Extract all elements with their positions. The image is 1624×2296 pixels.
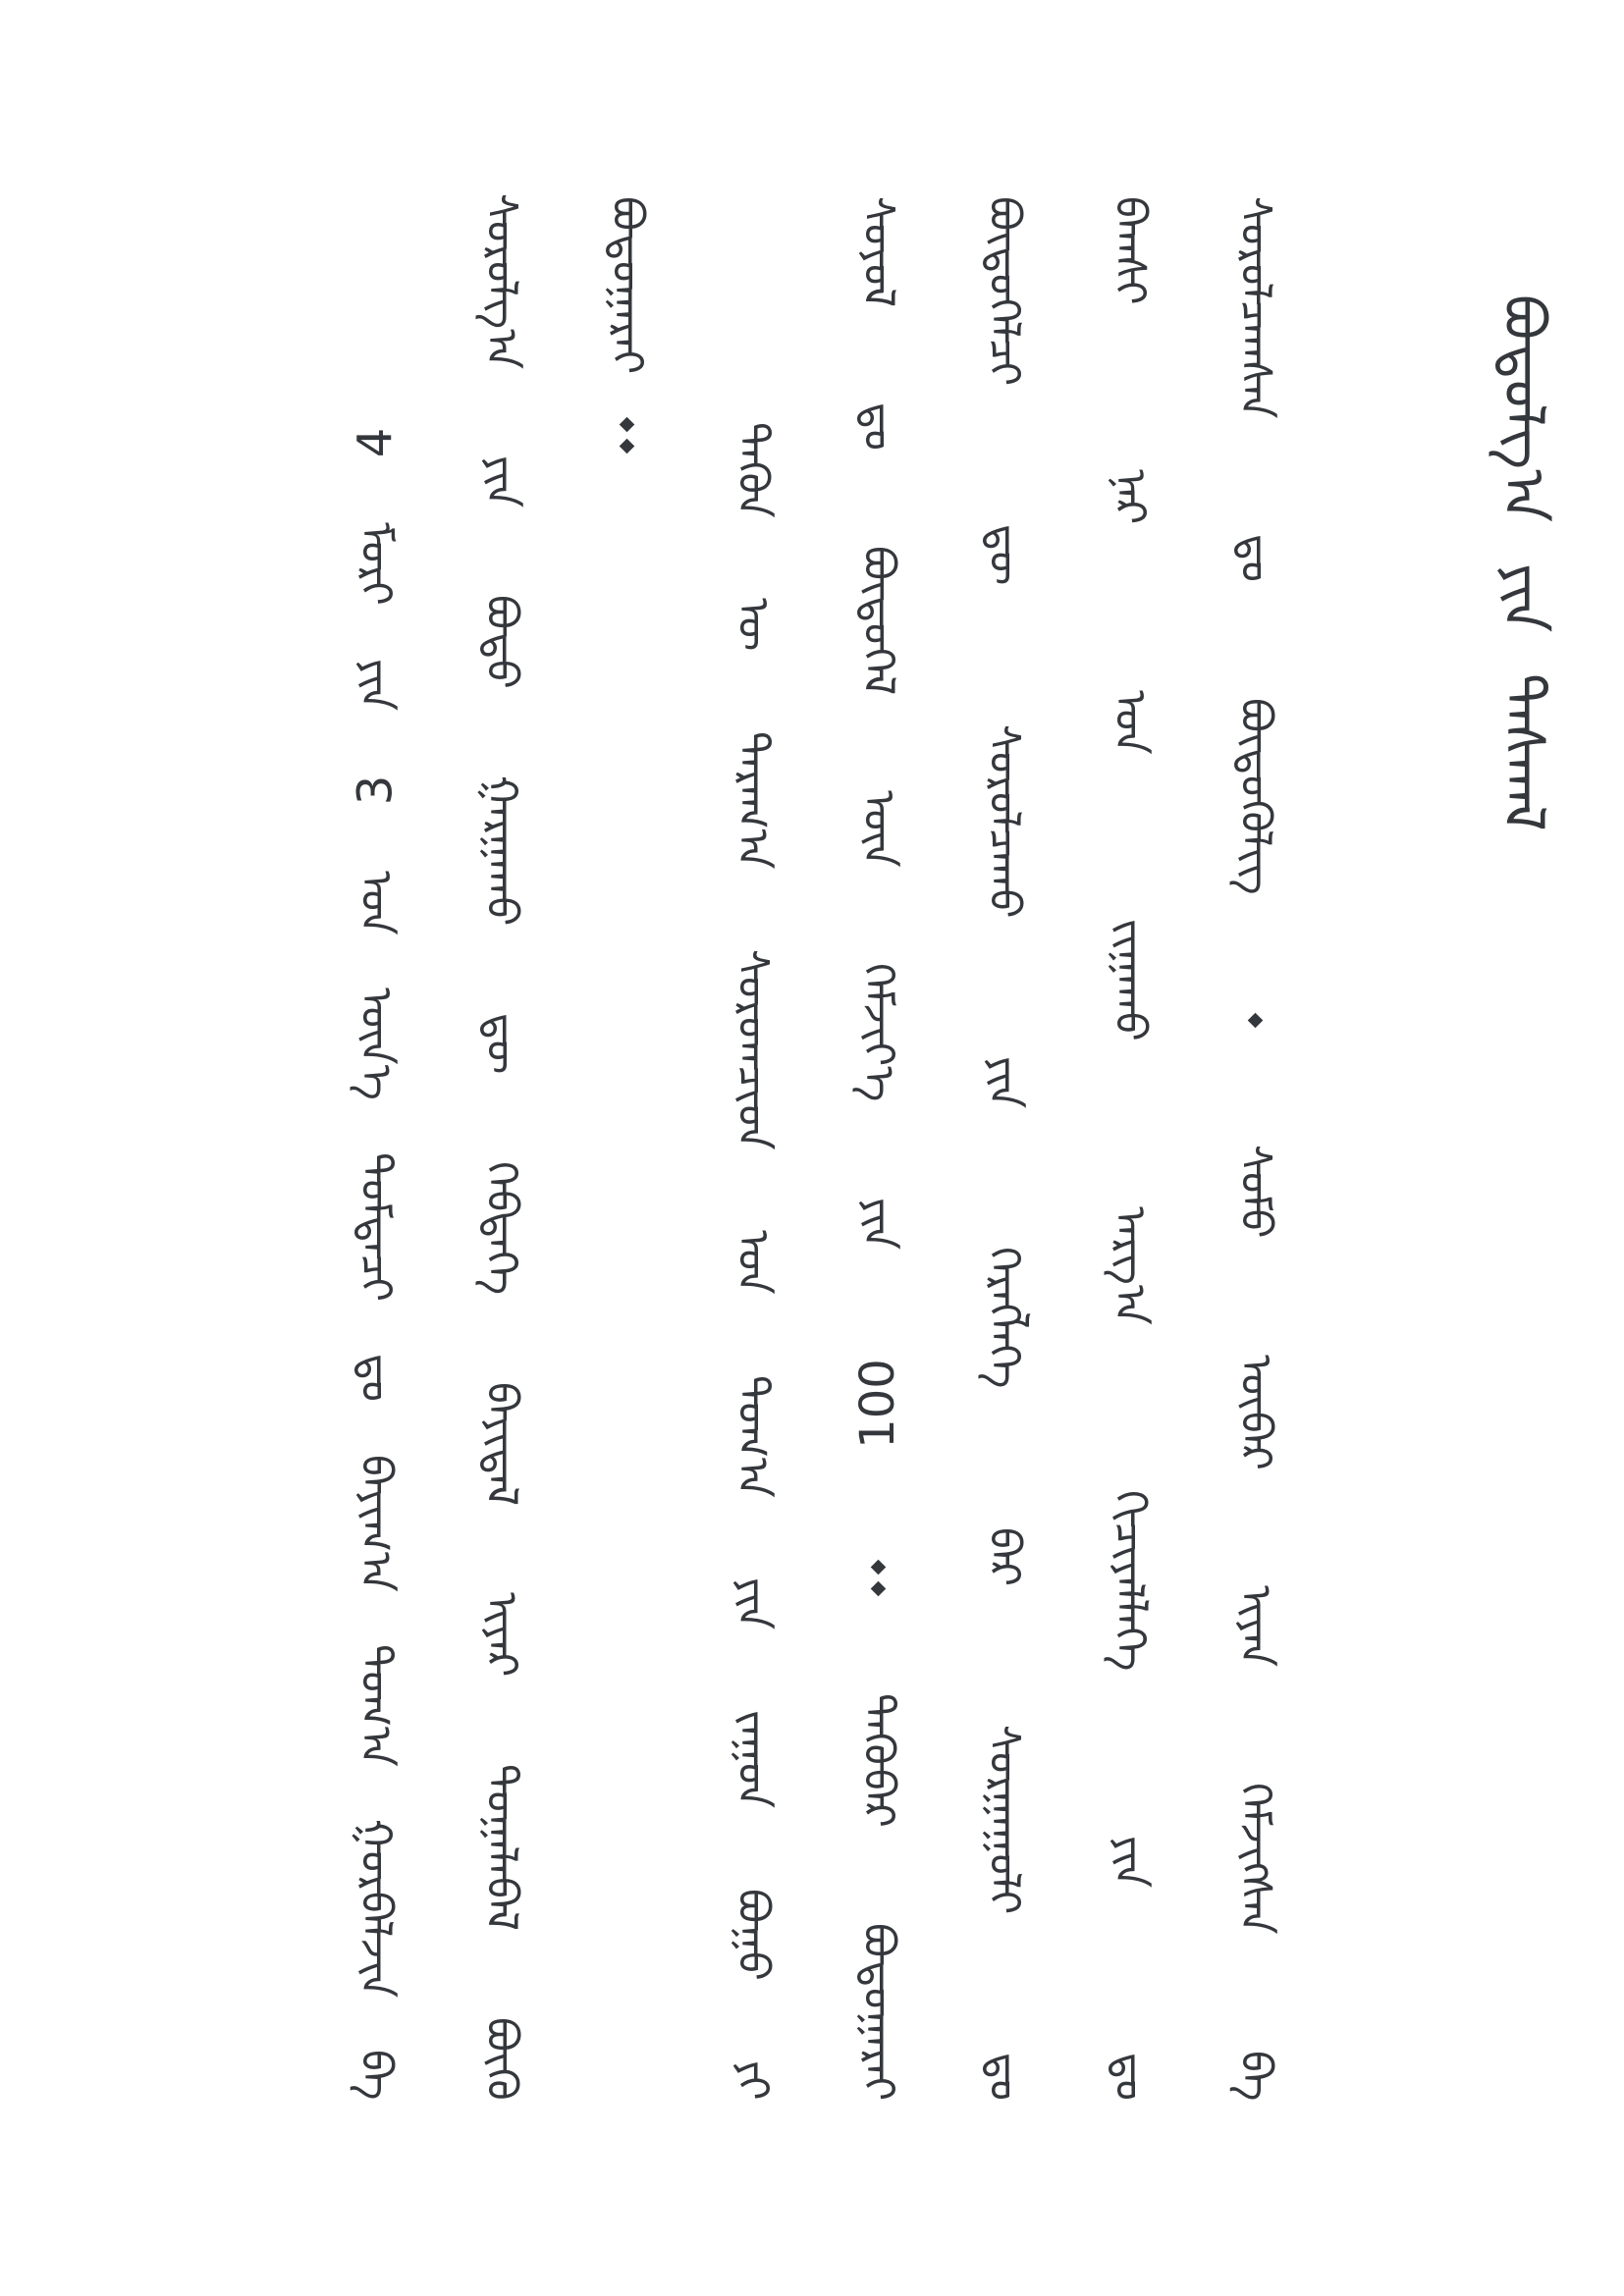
mongolian-word: ᠦᠨ bbox=[853, 790, 903, 869]
text-column-problem-2-line-5 bbox=[1206, 196, 1304, 2101]
mongolian-word: ᠮᠣᠷᠢ bbox=[351, 522, 401, 607]
mongolian-word: ᠪᠠᠭᠰᠢ bbox=[1105, 196, 1155, 305]
mongolian-word: ᠰᠤᠷᠤᠯᠴᠠᠬᠤ bbox=[979, 723, 1029, 919]
text-column-problem-2-line-3 bbox=[954, 196, 1053, 2101]
mongolian-word: ᠪᠣᠳᠣᠭᠠᠷᠠᠢ bbox=[602, 196, 652, 375]
mongolian-word: ᠦᠨ᠎ᠡ bbox=[351, 987, 401, 1100]
mongolian-word: ᠳᠦ bbox=[979, 524, 1029, 586]
mongolian-word: ᠪᠡᠷ bbox=[979, 1526, 1029, 1586]
mongolian-word: ᠬᠡᠮᠵᠢᠶ᠎ᠡ bbox=[853, 963, 903, 1102]
mongolian-word: ᠥᠪᠡᠷ bbox=[1230, 1354, 1280, 1470]
margin-heading-column bbox=[1475, 294, 1573, 831]
mongolian-word: ᠪᠣᠳᠣᠭᠠᠷᠠᠢ bbox=[853, 1922, 903, 2101]
text-column-problem-1-line-1 bbox=[326, 415, 424, 2101]
mongolian-word: ᠤᠨ bbox=[1105, 689, 1155, 755]
mongolian-word: ᠢᠶᠡᠨ bbox=[1230, 1585, 1280, 1668]
mongolian-word: ᠲᠣᠭ᠎ᠠ bbox=[351, 1643, 401, 1767]
mongolian-word: ᠨᠠᠷ bbox=[1105, 469, 1155, 525]
mongolian-word: ᠶᠢᠨ bbox=[853, 1197, 903, 1250]
mongolian-word: ᠢᠶᠠᠷ bbox=[476, 1592, 526, 1678]
mongolian-word: ᠦ bbox=[728, 598, 778, 652]
mongolian-word: ᠳᠤᠮᠳᠠᠴᠢ bbox=[351, 1151, 401, 1302]
numeral-100: 100 bbox=[850, 1359, 905, 1449]
mongolian-word: ᠳᠠᠷᠠᠭ᠎ᠠ bbox=[728, 731, 778, 870]
text-column-problem-1-line-2 bbox=[452, 193, 550, 2101]
mongolian-word: ᠪᠦᠬᠦ bbox=[476, 2017, 526, 2101]
text-column-problem-1-line-3 bbox=[577, 196, 676, 550]
mongolian-word: ᠪᠤᠭᠤ bbox=[728, 1888, 778, 1981]
mongolian-word: ᠳᠤ bbox=[351, 1354, 401, 1403]
numeral-4: 4 bbox=[347, 427, 403, 458]
mongolian-word: ᠲᠡᠭᠦᠪᠡᠷ bbox=[853, 1692, 903, 1828]
mongolian-word: ᠪᠠᠶᠢᠭ᠎ᠠ bbox=[351, 1454, 401, 1592]
mongolian-full-stop bbox=[622, 415, 632, 455]
mongolian-word: ᠪᠡ bbox=[1230, 2050, 1280, 2101]
mongolian-word: ᠪᠦᠲᠦᠭᠡᠯ bbox=[853, 546, 903, 696]
mongolian-word: ᠰᠤᠷᠤᠯᠴᠠᠭᠰᠠᠨ bbox=[1230, 196, 1280, 419]
mongolian-word: ᠶᠢᠨ bbox=[476, 455, 526, 508]
mongolian-word: ᠰᠤᠶᠤᠯ bbox=[853, 196, 903, 308]
mongolian-word: ᠬᠡᠷᠡᠭᠯᠡᠭᠡ bbox=[979, 1247, 1029, 1389]
mongolian-word: ᠬᠡᠮᠵᠢᠭᠰᠡᠨ bbox=[1230, 1783, 1280, 1935]
mongolian-word: ᠵᠠᠭᠤᠨ bbox=[728, 1710, 778, 1809]
mongolian-comma bbox=[1250, 1011, 1261, 1030]
mongolian-word: ᠳᠤ bbox=[979, 2052, 1029, 2101]
mongolian-word: ᠲᠣᠭᠠᠯᠠᠪᠠᠯ bbox=[476, 1763, 526, 1931]
mongolian-word: ᠭᠤᠷᠪᠠᠯᠵᠢᠨ bbox=[351, 1818, 401, 1999]
mongolian-word: ᠤᠨ bbox=[728, 1230, 778, 1296]
mongolian-word: ᠪᠣᠳᠣ bbox=[476, 595, 526, 690]
mongolian-word: ᠪᠠ bbox=[351, 2050, 401, 2101]
text-column-problem-2-line-4 bbox=[1080, 196, 1178, 2101]
mongolian-word: ᠰᠤᠷᠭᠠᠭᠤᠯᠢ bbox=[979, 1724, 1029, 1914]
text-column-problem-2-line-2 bbox=[829, 196, 927, 2101]
mongolian-word: ᠶᠢ bbox=[728, 2060, 778, 2101]
mongolian-word: ᠰᠤᠷᠤᠯᠭ᠎ᠠ bbox=[476, 193, 526, 370]
mongolian-word: ᠬᠡᠪᠲᠡᠭᠡ bbox=[476, 1161, 526, 1296]
mongolian-word: ᠳᠤ bbox=[853, 402, 903, 452]
mongolian-word: ᠪᠣᠳᠣᠯᠭ᠎ᠠ bbox=[1490, 294, 1557, 523]
mongolian-word: ᠭᠠᠷᠭᠠᠬᠤ bbox=[476, 775, 526, 927]
mongolian-word: ᠰᠤᠷᠤᠭᠴᠢᠳ bbox=[728, 949, 778, 1150]
mongolian-word: ᠰᠤᠮᠤ bbox=[1230, 1145, 1280, 1239]
mongolian-word: ᠲᠣᠭ᠎ᠠ bbox=[728, 1374, 778, 1498]
mongolian-word: ᠪᠠᠶᠢᠳᠠᠯ bbox=[476, 1381, 526, 1506]
mongolian-word: ᠬᠢᠴᠢᠶᠡᠯᠯᠡᠭᠡ bbox=[1105, 1489, 1155, 1671]
mongolian-word: ᠲᠡᠭᠦᠨ bbox=[728, 422, 778, 518]
mongolian-word: ᠤᠨ bbox=[351, 870, 401, 935]
mongolian-word: ᠶᠢᠨ bbox=[979, 1056, 1029, 1109]
mongolian-word: ᠶᠢᠨ bbox=[351, 658, 401, 711]
mongolian-word: ᠳᠠᠰᠬᠠᠯ bbox=[1490, 673, 1557, 831]
mongolian-word: ᠵᠢᠭᠠᠬᠤ bbox=[1105, 919, 1155, 1041]
mongolian-word: ᠳᠤ bbox=[1230, 534, 1280, 583]
mongolian-word: ᠳᠦ bbox=[476, 1013, 526, 1075]
page-description bbox=[0, 0, 1, 1]
mongolian-word: ᠳᠤ bbox=[1105, 2052, 1155, 2101]
text-column-problem-2-line-1 bbox=[703, 422, 801, 2101]
mongolian-word: ᠪᠦᠳᠦᠭᠦᠯᠢᠭ bbox=[1230, 698, 1280, 895]
mongolian-word: ᠶᠢᠨ bbox=[1105, 1835, 1155, 1889]
numeral-3: 3 bbox=[347, 774, 403, 806]
mongolian-word: ᠪᠦᠲᠦᠭᠡᠯᠴᠢ bbox=[979, 196, 1029, 387]
mongolian-word: ᠶᠢᠨ bbox=[728, 1577, 778, 1630]
mongolian-word: ᠶᠢᠨ bbox=[1490, 563, 1557, 633]
mongolian-word: ᠠᠷᠭ᠎ᠠ bbox=[1105, 1205, 1155, 1325]
mongolian-full-stop bbox=[873, 1558, 884, 1598]
